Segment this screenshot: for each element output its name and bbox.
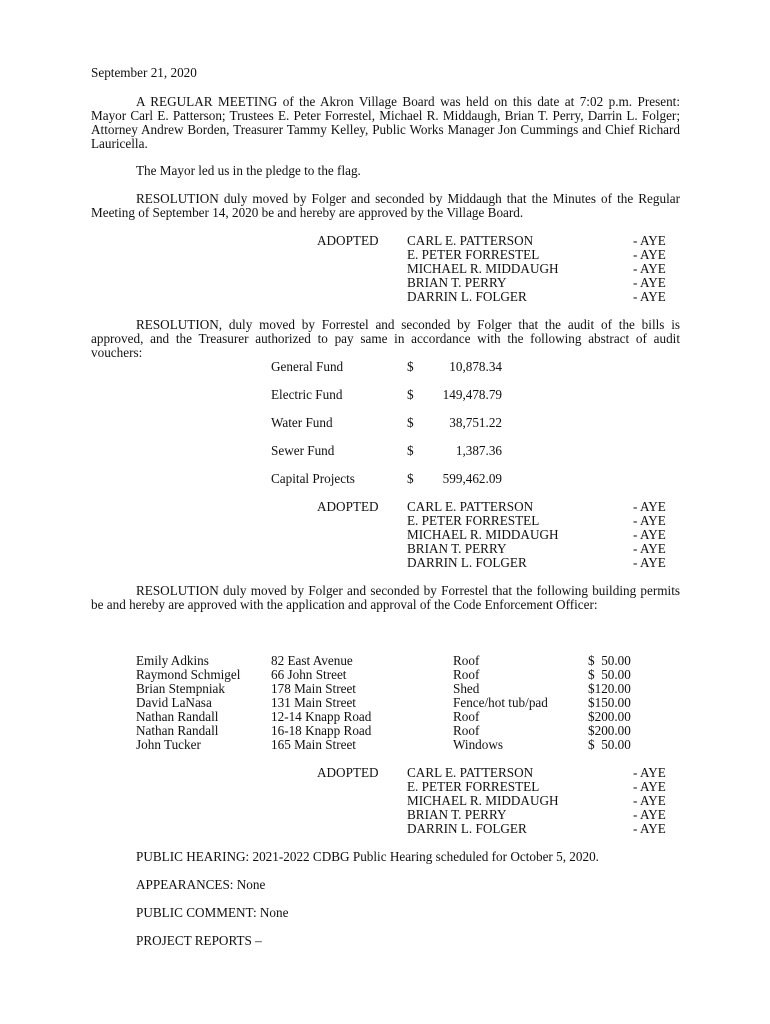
trustee-name: CARL E. PATTERSON	[407, 499, 534, 514]
adopted-label: ADOPTED	[317, 233, 379, 248]
resolution-minutes: RESOLUTION duly moved by Folger and seconded by Middaugh that the Minutes of the Regular Meeting of September 14, 2020 be and hereby are approved by the Village Board.	[91, 191, 680, 220]
adopted-label: ADOPTED	[317, 765, 379, 780]
trustee-name: DARRIN L. FOLGER	[407, 555, 527, 570]
permit-type: Roof	[453, 667, 480, 682]
fund-amount: 38,751.22	[449, 415, 502, 430]
trustee-name: E. PETER FORRESTEL	[407, 513, 540, 528]
fund-amount: 1,387.36	[455, 443, 502, 458]
fund-name: General Fund	[271, 359, 344, 374]
fund-currency: $	[407, 471, 414, 486]
permit-address: 131 Main Street	[271, 695, 356, 710]
intro-paragraph: A REGULAR MEETING of the Akron Village Board was held on this date at 7:02 p.m. Present: Mayor Carl E. Patterson; Trustees E. Peter Forrestel, Michael R. Middaugh, Brian T. Perry, Darrin L. Folger; Attorney Andrew Borden, Treasurer Tammy Kelley, Public Works Manager Jon Cummings and Chief Richard Lauricella.	[91, 94, 680, 151]
vote-value: - AYE	[633, 527, 666, 542]
fund-currency: $	[407, 443, 414, 458]
vote-row	[407, 262, 559, 276]
permit-address: 66 John Street	[271, 667, 347, 682]
vote-row	[407, 276, 507, 290]
fund-name: Electric Fund	[271, 387, 343, 402]
public-comment: PUBLIC COMMENT: None	[136, 905, 289, 920]
vote-value: - AYE	[633, 261, 666, 276]
permit-type: Shed	[453, 681, 480, 696]
fund-amount: 599,462.09	[442, 471, 502, 486]
permit-applicant: Emily Adkins	[136, 653, 209, 668]
permit-applicant: David LaNasa	[136, 695, 212, 710]
permit-address: 178 Main Street	[271, 681, 356, 696]
fund-currency: $	[407, 359, 414, 374]
trustee-name: DARRIN L. FOLGER	[407, 821, 527, 836]
vote-value: - AYE	[633, 807, 666, 822]
vote-value: - AYE	[633, 289, 666, 304]
project-reports: PROJECT REPORTS –	[136, 933, 262, 948]
fund-currency: $	[407, 415, 414, 430]
trustee-name: CARL E. PATTERSON	[407, 233, 534, 248]
permit-applicant: Nathan Randall	[136, 709, 219, 724]
vote-value: - AYE	[633, 555, 666, 570]
permit-fee: $200.00	[588, 709, 631, 724]
vote-row	[407, 248, 539, 262]
permit-applicant: John Tucker	[136, 737, 201, 752]
trustee-name: MICHAEL R. MIDDAUGH	[407, 527, 559, 542]
vote-value: - AYE	[633, 247, 666, 262]
trustee-name: E. PETER FORRESTEL	[407, 247, 540, 262]
trustee-name: MICHAEL R. MIDDAUGH	[407, 261, 559, 276]
vote-value: - AYE	[633, 499, 666, 514]
permit-address: 16-18 Knapp Road	[271, 723, 372, 738]
trustee-name: BRIAN T. PERRY	[407, 541, 507, 556]
vote-value: - AYE	[633, 541, 666, 556]
permit-fee: $ 50.00	[588, 737, 631, 752]
permit-applicant: Raymond Schmigel	[136, 667, 241, 682]
permit-fee: $120.00	[588, 681, 631, 696]
resolution-audit: RESOLUTION, duly moved by Forrestel and seconded by Folger that the audit of the bills is approved, and the Treasurer authorized to pay same in accordance with the following abstract of audit vouchers:	[91, 317, 680, 360]
vote-value: - AYE	[633, 821, 666, 836]
public-hearing: PUBLIC HEARING: 2021-2022 CDBG Public Hearing scheduled for October 5, 2020.	[136, 849, 599, 864]
meeting-date: September 21, 2020	[91, 65, 197, 80]
permit-type: Roof	[453, 723, 480, 738]
permit-fee: $150.00	[588, 695, 631, 710]
pledge-text: The Mayor led us in the pledge to the flag.	[136, 163, 361, 178]
vote-value: - AYE	[633, 275, 666, 290]
permit-fee: $ 50.00	[588, 653, 631, 668]
fund-amount: 10,878.34	[449, 359, 502, 374]
trustee-name: MICHAEL R. MIDDAUGH	[407, 793, 559, 808]
permit-address: 82 East Avenue	[271, 653, 353, 668]
permit-applicant: Brian Stempniak	[136, 681, 226, 696]
permit-applicant: Nathan Randall	[136, 723, 219, 738]
vote-row	[407, 290, 527, 304]
vote-value: - AYE	[633, 233, 666, 248]
vote-value: - AYE	[633, 765, 666, 780]
permit-type: Windows	[453, 737, 504, 752]
vote-value: - AYE	[633, 793, 666, 808]
vote-value: - AYE	[633, 779, 666, 794]
permit-type: Roof	[453, 709, 480, 724]
trustee-name: DARRIN L. FOLGER	[407, 289, 527, 304]
trustee-name: E. PETER FORRESTEL	[407, 779, 540, 794]
permit-fee: $200.00	[588, 723, 631, 738]
fund-name: Sewer Fund	[271, 443, 335, 458]
permit-type: Fence/hot tub/pad	[453, 695, 548, 710]
fund-amount: 149,478.79	[442, 387, 502, 402]
appearances: APPEARANCES: None	[136, 877, 266, 892]
permit-type: Roof	[453, 653, 480, 668]
vote-value: - AYE	[633, 513, 666, 528]
trustee-name: BRIAN T. PERRY	[407, 807, 507, 822]
permit-fee: $ 50.00	[588, 667, 631, 682]
vote-row	[407, 234, 533, 248]
trustee-name: CARL E. PATTERSON	[407, 765, 534, 780]
fund-name: Water Fund	[271, 415, 333, 430]
permit-address: 12-14 Knapp Road	[271, 709, 372, 724]
adopted-label: ADOPTED	[317, 499, 379, 514]
fund-name: Capital Projects	[271, 471, 355, 486]
fund-currency: $	[407, 387, 414, 402]
resolution-permits: RESOLUTION duly moved by Folger and seconded by Forrestel that the following building permits be and hereby are approved with the application and approval of the Code Enforcement Officer:	[91, 583, 680, 612]
trustee-name: BRIAN T. PERRY	[407, 275, 507, 290]
permit-address: 165 Main Street	[271, 737, 356, 752]
